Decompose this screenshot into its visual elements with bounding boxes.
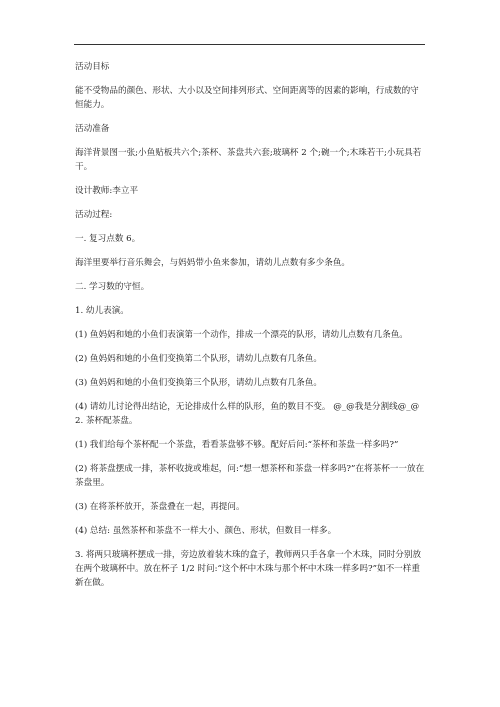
designer-line: 设计教师:李立平 xyxy=(75,186,139,196)
step-1-title: 1. 幼儿表演。 xyxy=(75,306,129,316)
step-1-item-2: (2) 鱼妈妈和她的小鱼们变换第二个队形，请幼儿点数有几条鱼。 xyxy=(75,354,322,364)
section-two-title: 二. 学习数的守恒。 xyxy=(75,282,150,292)
header-rule xyxy=(74,44,425,45)
step-2-item-3: (3) 在将茶杯放开，茶盘叠在一起，再提问。 xyxy=(75,502,245,512)
step-2-item-4: (4) 总结: 虽然茶杯和茶盘不一样大小、颜色、形状，但数目一样多。 xyxy=(75,526,337,536)
document-body xyxy=(75,60,427,600)
step-3-text: 3. 将两只玻璃杯摆成一排，旁边放着装木珠的盒子，教师两只手各拿一个木珠，同时分别放在两个玻璃杯中。放在杯子 1/2 时问:“这个杯中木珠与那个杯中木珠一样多吗?”如不一样重新在做。 xyxy=(75,550,422,588)
step-1-item-4: (4) 请幼儿讨论得出结论，无论排成什么样的队形，鱼的数目不变。 @_@我是分割线@_@2. 茶杯配茶盘。 xyxy=(75,402,420,426)
preparation-text: 海洋背景图一张;小鱼贴板共六个;茶杯、茶盘共六套;玻璃杯 2 个;碗一个;木珠若干;小玩具若干。 xyxy=(75,148,422,172)
heading-process: 活动过程: xyxy=(75,210,113,220)
heading-preparation: 活动准备 xyxy=(75,124,110,134)
step-2-item-2: (2) 将茶盘摆成一排，茶杯收拢或堆起，问:“想一想茶杯和茶盘一样多吗?”在将茶杯一一放在茶盘里。 xyxy=(75,464,425,488)
heading-goal: 活动目标 xyxy=(75,62,110,72)
step-1-item-1: (1) 鱼妈妈和她的小鱼们表演第一个动作，排成一个漂亮的队形，请幼儿点数有几条鱼。 xyxy=(75,330,408,340)
goal-text: 能不受物品的颜色、形状、大小以及空间排列形式、空间距离等的因素的影响，行成数的守恒能力。 xyxy=(75,86,419,110)
step-1-item-3: (3) 鱼妈妈和她的小鱼们变换第三个队形，请幼儿点数有几条鱼。 xyxy=(75,378,322,388)
section-one-text: 海洋里要举行音乐舞会，与妈妈带小鱼来参加，请幼儿点数有多少条鱼。 xyxy=(75,258,351,268)
section-one-title: 一. 复习点数 6。 xyxy=(75,234,141,244)
step-2-item-1: (1) 我们给每个茶杯配一个茶盘，看看茶盘够不够。配好后问:“茶杯和茶盘一样多吗?” xyxy=(75,440,399,450)
